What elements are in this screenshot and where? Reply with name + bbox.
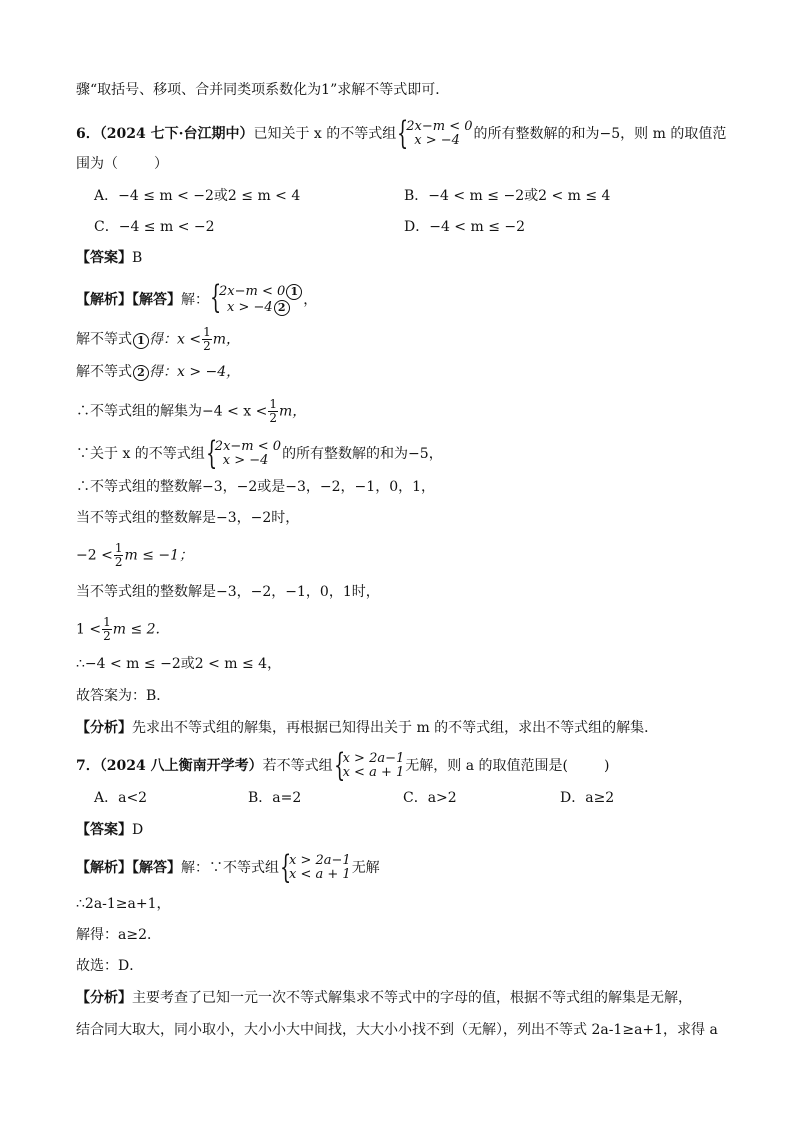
q6-a-sys-row2: x > −4 2 (219, 300, 302, 316)
q6-step10: ∴−4 < m ≤ −2或2 < m ≤ 4， (76, 656, 282, 672)
q7-analysis-summary-1: 【分析】主要考查了已知一元一次不等式解集求不等式中的字母的值，根据不等式组的解集是无解， (76, 990, 692, 1006)
q7-analysis-system: { x > 2a−1 x < a + 1 (280, 848, 351, 886)
q6-inequality-system: { 2x−m < 0 x > −4 (397, 114, 473, 152)
q6-analysis-summary: 【分析】先求出不等式组的解集，再根据已知得出关于 m 的不等式组，求出不等式组的解集． (76, 720, 659, 736)
q6-stem-a: 已知关于 x 的不等式组 (253, 126, 397, 142)
q6-step5: ∴不等式组的整数解−3，−2或是−3，−2，−1，0，1， (76, 479, 436, 495)
q6-stem-c: 围为（ (76, 156, 118, 172)
q7-source: （2024 八上衡南开学考） (99, 758, 263, 774)
q6-analysis-line (76, 278, 318, 316)
q7-option-b: B．a=2 (248, 790, 302, 806)
q6-sys-row2: x > −4 (414, 133, 460, 148)
q7-number: 7． (76, 758, 100, 774)
circled-two: 2 (274, 300, 290, 316)
q7-inequality-system: { x > 2a−1 x < a + 1 (333, 746, 405, 784)
q6-analysis-comma: ， (303, 292, 318, 308)
q7-option-c: C．a>2 (403, 790, 457, 806)
q7-step3: 故选：D． (76, 958, 144, 974)
q6-option-a: A．−4 ≤ m < −2或2 ≤ m < 4 (94, 188, 301, 204)
q6-sys-row1: 2x−m < 0 (406, 119, 473, 134)
q6-step9: 1 < $\frac{1}{2}$ m ≤ 2. (76, 615, 160, 643)
q7-answer-line: 【答案】D (76, 822, 144, 838)
q6-number: 6． (76, 126, 100, 142)
q6-step2: 解不等式 2 得：x > −4， (76, 364, 241, 380)
q6-step8: 当不等式组的整数解是−3，−2，−1，0，1时， (76, 584, 380, 600)
q7-answer: D (132, 822, 144, 838)
q6-answer-line (76, 248, 142, 268)
q6-step6: 当不等式组的整数解是−3，−2时， (76, 510, 300, 526)
circled-one: 1 (133, 333, 149, 349)
q7-option-a: A．a<2 (94, 790, 148, 806)
q6-a-sys-row1: 2x−m < 0 1 (219, 284, 302, 300)
q6-step3: ∴不等式组的解集为−4 < x < $\frac{1}{2}$ m， (76, 397, 307, 425)
circled-two: 2 (133, 365, 149, 381)
q6-option-d: D．−4 < m ≤ −2 (404, 219, 526, 235)
q6-analysis-tag: 【解析】【解答】 (76, 292, 181, 308)
q6-step1: 解不等式 1 得：x < $\frac{1}{2}$ m， (76, 325, 240, 353)
q7-stem: 7．（2024 八上衡南开学考）若不等式组 { x > 2a−1 x < a + 1 无解，则 a 的取值范围是( ) (76, 746, 610, 784)
q7-step1: ∴2a-1≥a+1， (76, 896, 171, 912)
q6-step11: 故答案为：B． (76, 688, 171, 704)
continuation-line: 骤“取括号、移项、合并同类项系数化为1”求解不等式即可． (76, 82, 450, 98)
q6-stem-b: 的所有整数解的和为−5，则 m 的取值范 (473, 126, 727, 142)
q6-source: （2024 七下·台江期中） (99, 126, 254, 142)
q7-step2: 解得：a≥2． (76, 927, 161, 943)
q6-stem-c-end: ） (154, 156, 168, 172)
q7-analysis-line: 【解析】【解答】解：∵不等式组 { x > 2a−1 x < a + 1 无解 (76, 848, 380, 886)
q6-stem-line1 (76, 114, 727, 152)
q6-answer: B (132, 250, 143, 266)
q6-analysis-lead: 解： (181, 292, 209, 308)
q6-option-c: C．−4 ≤ m < −2 (94, 219, 215, 235)
q7-option-d: D．a≥2 (560, 790, 615, 806)
q6-option-b: B．−4 < m ≤ −2或2 < m ≤ 4 (404, 188, 611, 204)
q7-analysis-summary-2: 结合同大取大，同小取小，大小小大中间找，大大小小找不到（无解），列出不等式 2a-1≥a+1，求得 a (76, 1022, 718, 1038)
q6-stem-line2 (76, 154, 168, 174)
q6-answer-tag: 【答案】 (76, 250, 132, 266)
circled-one: 1 (286, 284, 302, 300)
q6-step7: −2 < $\frac{1}{2}$ m ≤ −1； (76, 541, 194, 569)
q6-step4-system: { 2x−m < 0 x > −4 (205, 434, 282, 472)
q6-analysis-system: { 2x−m < 0 1 x > −4 2 (210, 284, 302, 316)
q6-step4: ∵关于 x 的不等式组 { 2x−m < 0 x > −4 的所有整数解的和为−5， (76, 434, 443, 472)
